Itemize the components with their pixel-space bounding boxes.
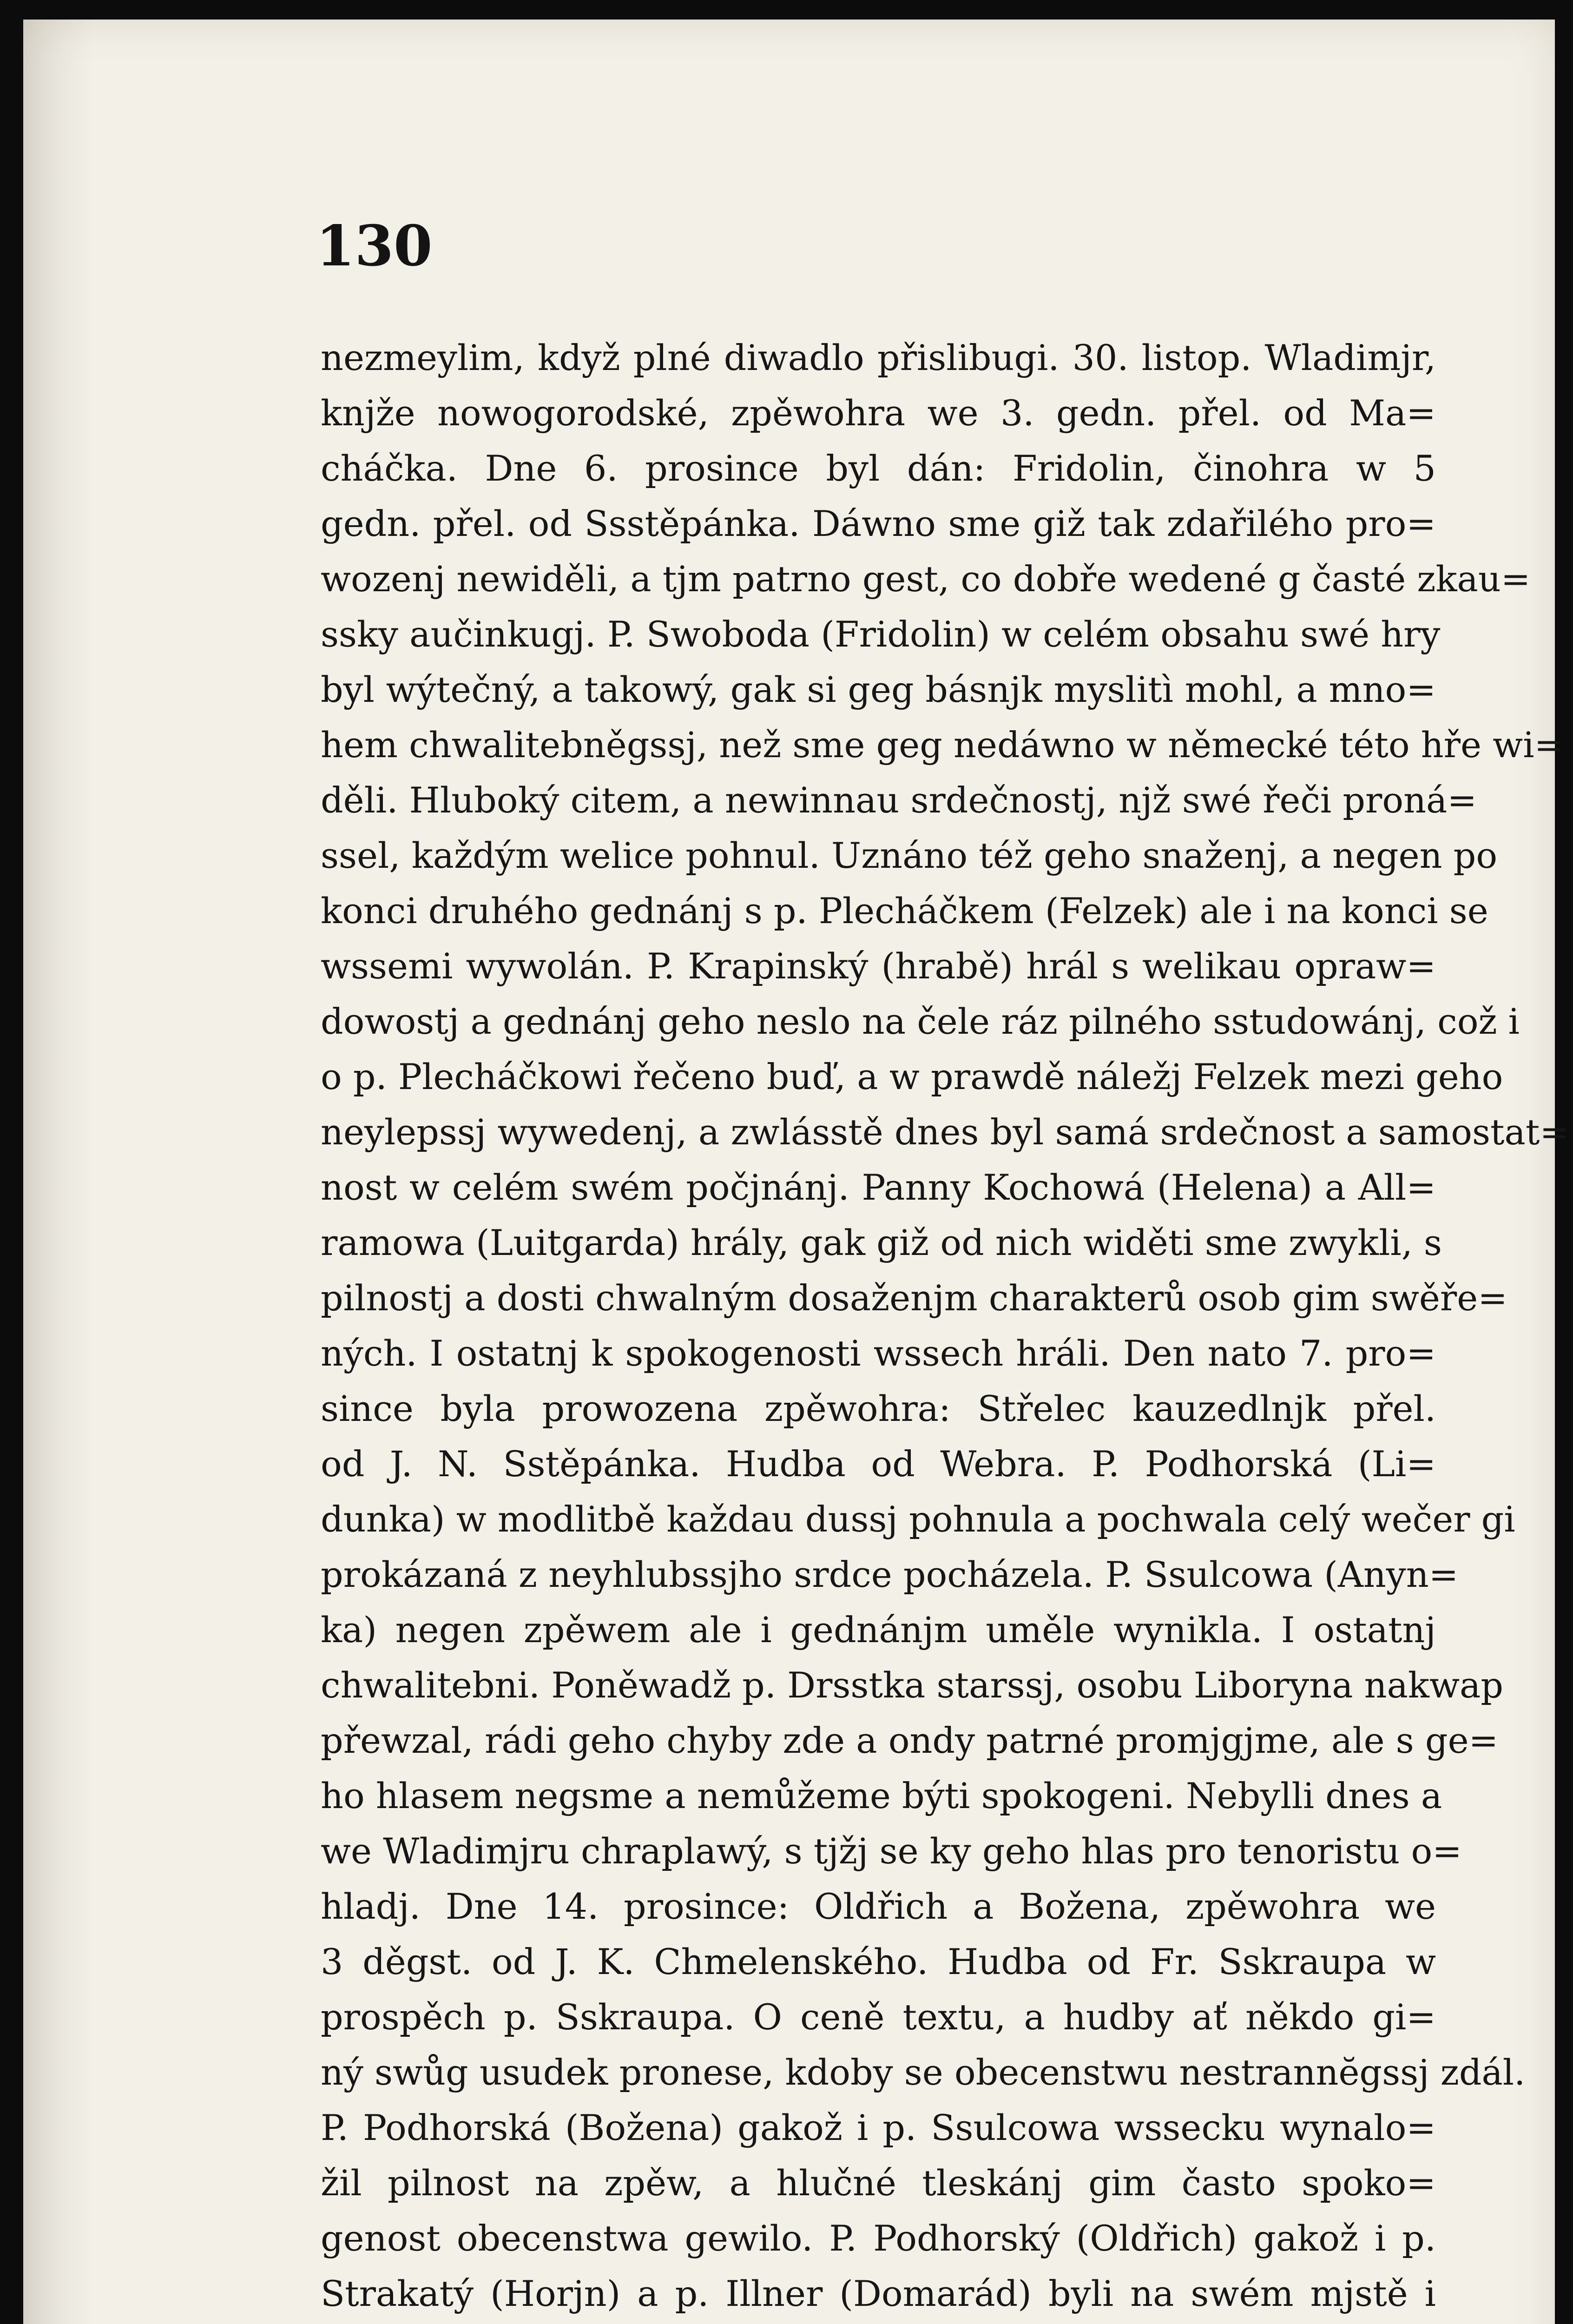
- text-line: hladj. Dne 14. prosince: Oldřich a Božena, zpěwohra we: [321, 1886, 1436, 1927]
- text-line: prokázaná z neyhlubssjho srdce pocházela. P. Ssulcowa (Anyn=: [321, 1554, 1459, 1595]
- text-line: děli. Hluboký citem, a newinnau srdečnostj, njž swé řeči proná=: [321, 779, 1477, 821]
- text-line: hem chwalitebněgssj, než sme geg nedáwno w německé této hře wi=: [321, 724, 1564, 766]
- text-line: wozenj newiděli, a tjm patrno gest, co dobře wedené g časté zkau=: [321, 558, 1531, 600]
- text-line: 3 děgst. od J. K. Chmelenského. Hudba od Fr. Sskraupa w: [321, 1941, 1436, 1982]
- text-line: pilnostj a dosti chwalným dosaženjm charakterů osob gim swěře=: [321, 1277, 1507, 1319]
- text-line: prospěch p. Sskraupa. O ceně textu, a hudby ať někdo gi=: [321, 1996, 1436, 2038]
- text-line: we Wladimjru chraplawý, s tjžj se ky geho hlas pro tenoristu o=: [321, 1830, 1462, 1872]
- text-line: Strakatý (Horjn) a p. Illner (Domarád) byli na swém mjstě i: [321, 2273, 1436, 2314]
- text-line: knjže nowogorodské, zpěwohra we 3. gedn. přel. od Ma=: [321, 392, 1436, 434]
- text-line: gedn. přel. od Ssstěpánka. Dáwno sme giž tak zdařilého pro=: [321, 503, 1436, 544]
- text-line: o p. Plecháčkowi řečeno buď, a w prawdě náležj Felzek mezi geho: [321, 1056, 1503, 1097]
- text-line: ka) negen zpěwem ale i gednánjm uměle wynikla. I ostatnj: [321, 1609, 1436, 1651]
- text-line: P. Podhorská (Božena) gakož i p. Ssulcowa wssecku wynalo=: [321, 2107, 1436, 2148]
- text-line: chwalitebni. Poněwadž p. Drsstka starssj, osobu Liboryna nakwap: [321, 1664, 1503, 1706]
- text-line: ssky aučinkugj. P. Swoboda (Fridolin) w celém obsahu swé hry: [321, 614, 1441, 655]
- text-line: genost obecenstwa gewilo. P. Podhorský (Oldřich) gakož i p.: [321, 2218, 1436, 2259]
- text-line: ných. I ostatnj k spokogenosti wssech hráli. Den nato 7. pro=: [321, 1333, 1436, 1374]
- text-line: ramowa (Luitgarda) hrály, gak giž od nich widěti sme zwykli, s: [321, 1222, 1442, 1263]
- text-line: neylepssj wywedenj, a zwlásstě dnes byl samá srdečnost a samostat=: [321, 1111, 1570, 1153]
- text-line: konci druhého gednánj s p. Plecháčkem (Felzek) ale i na konci se: [321, 890, 1488, 931]
- body-text: [321, 330, 1570, 2321]
- text-line: ho hlasem negsme a nemůžeme býti spokogeni. Nebylli dnes a: [321, 1775, 1442, 1816]
- text-line: žil pilnost na zpěw, a hlučné tleskánj gim často spoko=: [321, 2162, 1436, 2204]
- text-line: wssemi wywolán. P. Krapinský (hrabě) hrál s welikau opraw=: [321, 945, 1436, 987]
- text-line: ný swůg usudek pronese, kdoby se obecenstwu nestrannĕgssj zdál.: [321, 2052, 1526, 2093]
- text-line: cháčka. Dne 6. prosince byl dán: Fridolin, činohra w 5: [321, 448, 1436, 489]
- page-spine-shadow: [23, 20, 93, 2324]
- page-number: 130: [316, 213, 433, 279]
- text-line: nost w celém swém počjnánj. Panny Kochowá (Helena) a All=: [321, 1167, 1436, 1208]
- text-line: dunka) w modlitbě každau dussj pohnula a pochwala celý wečer gi: [321, 1499, 1515, 1540]
- text-line: dowostj a gednánj geho neslo na čele ráz pilného sstudowánj, což i: [321, 1001, 1520, 1042]
- text-line: since byla prowozena zpěwohra: Střelec kauzedlnjk přel.: [321, 1388, 1436, 1429]
- text-line: nezmeylim, když plné diwadlo přislibugi. 30. listop. Wladimjr,: [321, 337, 1436, 378]
- text-line: ssel, každým welice pohnul. Uznáno též geho snaženj, a negen po: [321, 835, 1498, 876]
- text-line: přewzal, rádi geho chyby zde a ondy patrné promjgjme, ale s ge=: [321, 1720, 1499, 1761]
- text-line: byl wýtečný, a takowý, gak si geg básnjk myslitì mohl, a mno=: [321, 669, 1436, 710]
- text-line: od J. N. Sstěpánka. Hudba od Webra. P. Podhorská (Li=: [321, 1443, 1436, 1485]
